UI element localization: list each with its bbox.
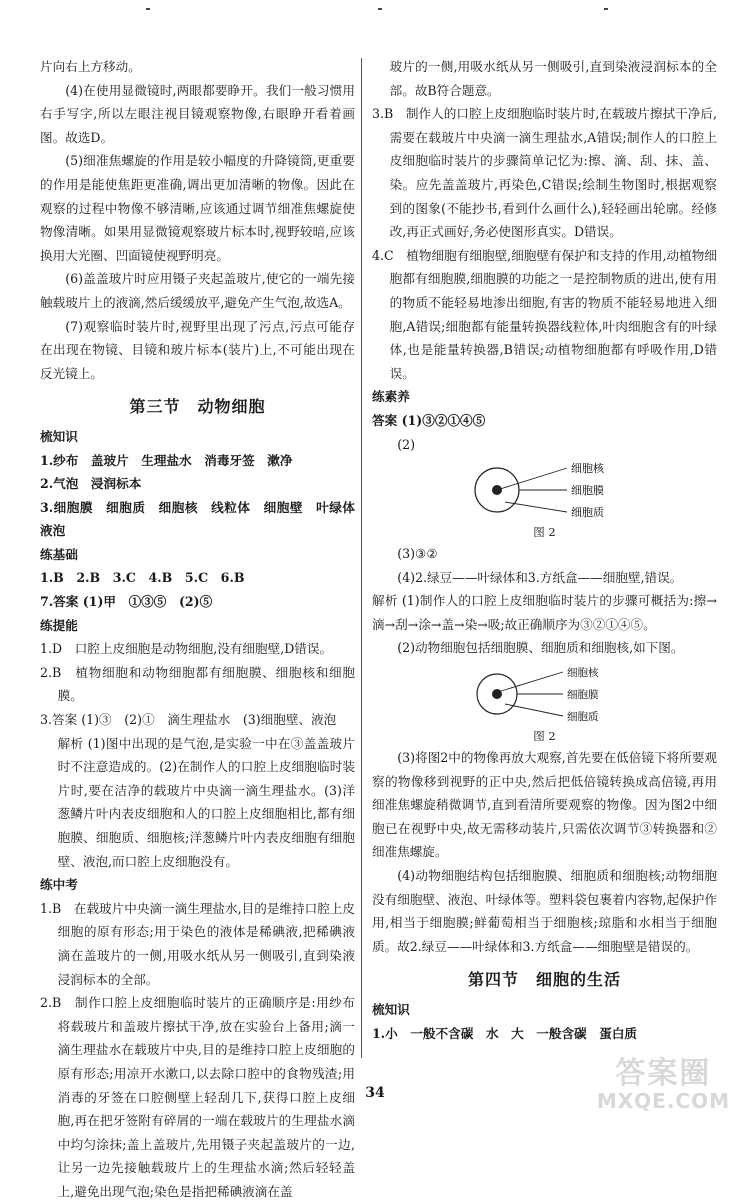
answer-line: 1.纱布 盖玻片 生理盐水 消毒牙签 漱净: [40, 452, 293, 468]
subsection-heading: 梳知识: [40, 428, 78, 444]
section-title: 第四节 细胞的生活: [467, 970, 621, 990]
answer-line: (2): [397, 436, 416, 452]
paragraph: 片向右上方移动。: [40, 59, 141, 74]
figure-label: 细胞质: [570, 506, 604, 520]
answer-line: 2.B 植物细胞和动物细胞都有细胞膜、细胞核和细胞膜。: [40, 664, 355, 704]
label-line: [505, 704, 563, 716]
figure-label: 细胞核: [570, 462, 604, 476]
answer-line: 3.B 制作人的口腔上皮细胞临时装片时,在载玻片擦拭干净后,需要在载玻片中央滴一滴生理盐水,A错误;制作人的口腔上皮细胞临时装片的步骤简单记忆为:擦、滴、刮、抹、盖、染。应先盖盖玻片,再染色,C错误;绘制生物图时,根据观察到的图象(不能抄书,看到什么画什么),轻轻画出轮廓。经修改,再正式画好,务必使图形真实。D错误。: [372, 106, 717, 240]
label-line: [501, 672, 563, 691]
explanation: (3)将图2中的物像再放大观察,首先要在低倍镜下将所要观察的物像移到视野的正中央,然后把低倍镜转换成高倍镜,再用细准焦螺旋稍微调节,直到看清所要观察的物像。因为图2中细胞已在视野中央,故无需移动装片,只需依次调节③转换器和②细准焦螺旋。: [372, 750, 717, 860]
answer-line: (3)③②: [397, 546, 438, 562]
answer-line: 1.小 一般不含碳 水 大 一般含碳 蛋白质: [372, 1025, 638, 1041]
right-column: [372, 55, 717, 1045]
watermark-logo: [596, 1056, 730, 1113]
section-title: 第三节 动物细胞: [129, 397, 266, 417]
answer-line: 1.D 口腔上皮细胞是动物细胞,没有细胞壁,D错误。: [40, 641, 333, 657]
paragraph: (5)细准焦螺旋的作用是较小幅度的升降镜筒,更重要的作用是能使焦距更准确,调出更加清晰的物像。因此在观察的过程中物像不够清晰,应该通过调节细准焦螺旋使物像清晰。如果用显微镜观察玻片标本时,视野较暗,应该换用大光圈、凹面镜使视野明亮。: [40, 153, 355, 263]
cell-nucleus-shape: [492, 689, 502, 699]
paragraph: 玻片的一侧,用吸水纸从另一侧吸引,直到染液浸润标本的全部。故B符合题意。: [389, 59, 717, 98]
explanation: 解析 (1)图中出现的是气泡,是实验一中在③盖盖玻片时不注意造成的。(2)在制作人的口腔上皮细胞临时装片时,要在洁净的载玻片中央滴一滴生理盐水。(3)洋葱鳞片叶内表皮细胞和人的口腔上皮细胞相比,都有细胞膜、细胞质、细胞核;洋葱鳞片叶内表皮细胞有细胞壁、液泡,而口腔上皮细胞没有。: [57, 735, 355, 869]
figure-caption: 图 2: [533, 729, 556, 744]
subsection-heading: 梳知识: [372, 1002, 410, 1017]
answer-line: 3.答案 (1)③ (2)① 滴生理盐水 (3)细胞壁、液泡: [40, 712, 337, 728]
figure-caption: 图 2: [533, 525, 556, 540]
answer-line: 1.B 在载玻片中央滴一滴生理盐水,目的是维持口腔上皮细胞的原有形态;用于染色的液体是稀碘液,把稀碘液滴在盖玻片的一侧,用吸水纸从另一侧吸引,直到染液浸润标本的全部。: [40, 900, 355, 987]
column-divider: [361, 58, 362, 1058]
left-column: [40, 55, 355, 1204]
label-line: [505, 502, 567, 512]
subsection-heading: 练提能: [40, 617, 78, 633]
cell-diagram-2: [372, 662, 717, 746]
answer-line: 1.B 2.B 3.C 4.B 5.C 6.B: [40, 570, 245, 586]
answer-line: (4)2.绿豆——叶绿体和3.方纸盒——细胞壁,错误。: [397, 569, 683, 585]
answer-line: 7.答案 (1)甲 ①③⑤ (2)⑤: [40, 594, 213, 610]
paragraph: (7)观察临时装片时,视野里出现了污点,污点可能存在出现在物镜、目镜和玻片标本(装片)上,不可能出现在反光镜上。: [40, 318, 355, 381]
subsection-heading: 练素养: [372, 389, 410, 405]
answer-line: 3.细胞膜 细胞质 细胞核 线粒体 细胞壁 叶绿体液泡: [40, 499, 355, 539]
subsection-heading: 练基础: [40, 546, 78, 562]
explanation: (4)动物细胞结构包括细胞膜、细胞质和细胞核;动物细胞没有细胞壁、液泡、叶绿体等。塑料袋包裹着内容物,起保护作用,相当于细胞膜;鲜葡萄相当于细胞核;琼脂和水相当于细胞质。故2.绿豆——叶绿体和3.方纸盒——细胞壁是错误的。: [372, 868, 717, 954]
paragraph: (6)盖盖玻片时应用镊子夹起盖玻片,使它的一端先接触载玻片上的液滴,然后缓缓放平,避免产生气泡,故选A。: [40, 271, 355, 310]
scan-mark: [604, 8, 608, 10]
subsection-heading: 练中考: [40, 877, 78, 893]
watermark-url: MXQE.COM: [596, 1089, 730, 1113]
cell-diagram: [372, 458, 717, 542]
explanation: 解析 (1)制作人的口腔上皮细胞临时装片的步骤可概括为:擦→滴→刮→涂→盖→染→吸;故正确顺序为③②①④⑤。: [372, 593, 717, 632]
explanation: (2)动物细胞包括细胞膜、细胞质和细胞核,如下图。: [397, 640, 684, 656]
page-number: 34: [365, 1085, 385, 1101]
figure-label: 细胞膜: [570, 484, 604, 498]
figure-label: 细胞质: [566, 711, 598, 724]
answer-line: 答案 (1)③②①④⑤: [372, 412, 486, 428]
answer-line: 4.C 植物细胞有细胞壁,细胞壁有保护和支持的作用,动植物细胞都有细胞膜,细胞膜的功能之一是控制物质的进出,使有用的物质不能轻易地渗出细胞,有害的物质不能轻易地进入细胞,A错误;细胞都有能量转换器线粒体,叶肉细胞含有的叶绿体,也是能量转换器,B错误;动植物细胞都有呼吸作用,D错误。: [372, 247, 717, 381]
figure-label: 细胞膜: [566, 689, 598, 702]
figure-label: 细胞核: [566, 667, 598, 680]
scan-mark: [146, 8, 150, 10]
watermark-text: 答案圈: [615, 1056, 712, 1091]
paragraph: (4)在使用显微镜时,两眼都要睁开。我们一般习惯用右手写字,所以左眼注视目镜观察物像,右眼睁开看着画图。故选D。: [40, 82, 355, 145]
cell-diagram-svg: [445, 458, 645, 522]
answer-line: 2.B 制作口腔上皮细胞临时装片的正确顺序是:用纱布将载玻片和盖玻片擦拭干净,放在实验台上备用;滴一滴生理盐水在载玻片中央,目的是维持口腔上皮细胞的原有形态;用凉开水漱口,以去除口腔中的食物残渣;用消毒的牙签在口腔侧壁上轻刮几下,获得口腔上皮细胞,再在把牙签附有碎屑的一端在载玻片的生理盐水滴中均匀涂抹;盖上盖玻片,先用镊子夹起盖玻片的一边,让另一边先接触载玻片上的生理盐水滴;然后轻轻盖上,避免出现气泡;染色是指把稀碘液滴在盖: [40, 995, 355, 1199]
cell-diagram-svg-2: [445, 662, 645, 726]
scan-mark: [378, 8, 382, 10]
answer-line: 2.气泡 浸润标本: [40, 476, 142, 492]
